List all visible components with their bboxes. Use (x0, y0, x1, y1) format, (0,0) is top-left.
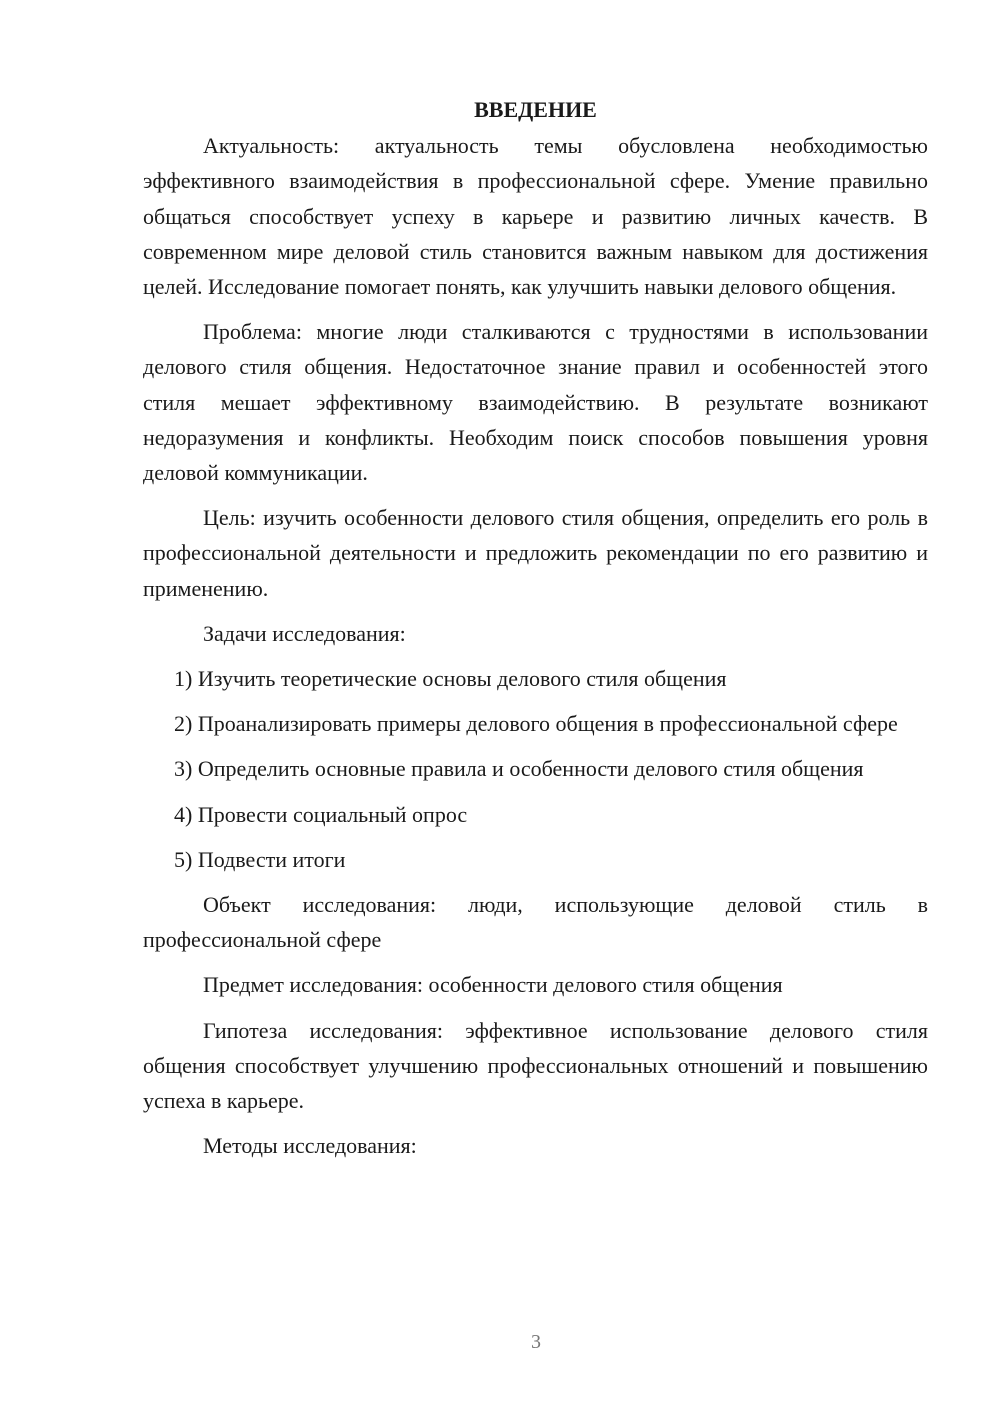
task-item-2: 2) Проанализировать примеры делового общения в профессиональной сфере (174, 711, 898, 737)
paragraph-problem: Проблема: многие люди сталкиваются с трудностями в использовании делового стиля общения. Недостаточное знание правил и особенностей этого стиля мешает эффективному взаимодействию. В результате возникают недоразумения и конфликты. Необходим поиск способов повышения уровня деловой коммуникации. (143, 319, 928, 486)
page-number: 3 (531, 1331, 541, 1353)
paragraph-tasks-heading: Задачи исследования: (203, 620, 406, 646)
task-item-5: 5) Подвести итоги (174, 846, 346, 872)
task-item-1: 1) Изучить теоретические основы делового стиля общения (174, 666, 727, 692)
paragraph-relevance: Актуальность: актуальность темы обусловлена необходимостью эффективного взаимодействия в профессиональной сфере. Умение правильно общаться способствует успеху в карьере и развитию личных качеств. В современном мире деловой стиль становится важным навыком для достижения целей. Исследование помогает понять, как улучшить навыки делового общения. (143, 133, 928, 300)
task-item-3: 3) Определить основные правила и особенности делового стиля общения (174, 756, 864, 782)
paragraph-subject: Предмет исследования: особенности делового стиля общения (203, 972, 783, 998)
section-title: ВВЕДЕНИЕ (474, 97, 597, 122)
paragraph-hypothesis: Гипотеза исследования: эффективное использование делового стиля общения способствует улучшению профессиональных отношений и повышению успеха в карьере. (143, 1017, 928, 1114)
task-item-4: 4) Провести социальный опрос (174, 801, 468, 827)
paragraph-object: Объект исследования: люди, использующие деловой стиль в профессиональной сфере (143, 892, 928, 953)
paragraph-goal: Цель: изучить особенности делового стиля общения, определить его роль в профессиональной деятельности и предложить рекомендации по его развитию и применению. (143, 505, 928, 601)
page-content (143, 92, 928, 1173)
paragraph-methods: Методы исследования: (203, 1133, 417, 1159)
